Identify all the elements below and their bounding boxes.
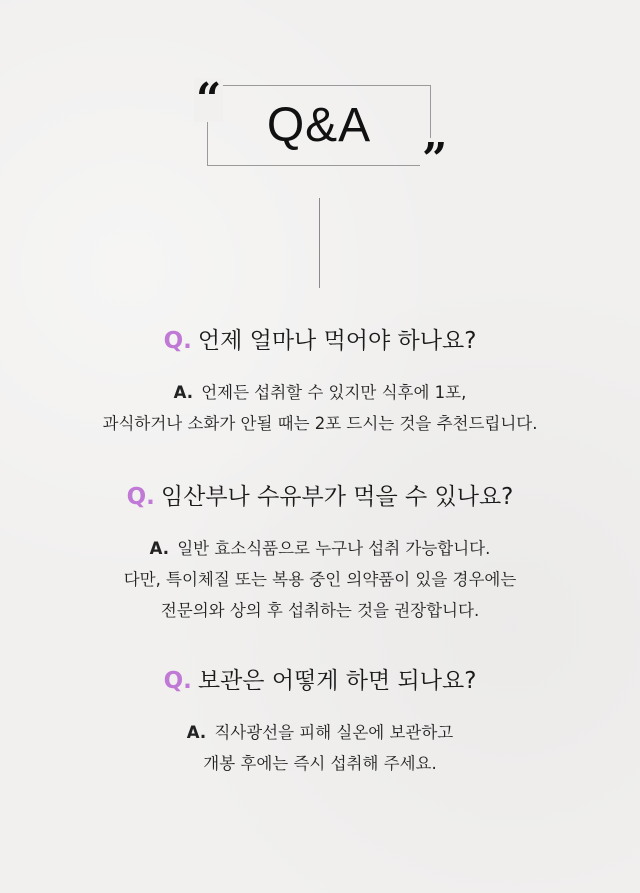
close-quote-mark: ”	[422, 134, 448, 185]
question	[0, 478, 640, 511]
answer-line	[0, 377, 640, 408]
question-marker: Q.	[163, 328, 192, 354]
answer	[0, 377, 640, 439]
qa-item	[0, 322, 640, 439]
question-text: 임산부나 수유부가 먹을 수 있나요?	[160, 484, 514, 510]
question-marker: Q.	[163, 668, 192, 694]
qa-item	[0, 662, 640, 779]
answer-text: 직사광선을 피해 실온에 보관하고	[214, 723, 454, 742]
question	[0, 322, 640, 355]
answer-line: 전문의와 상의 후 섭취하는 것을 권장합니다.	[160, 601, 480, 620]
answer-line: 다만, 특이체질 또는 복용 중인 의약품이 있을 경우에는	[123, 570, 517, 589]
page-title: Q&A	[266, 99, 372, 152]
question-text: 보관은 어떻게 하면 되나요?	[197, 668, 477, 694]
answer-line	[0, 717, 640, 748]
qa-item	[0, 478, 640, 626]
answer-line: 개봉 후에는 즉시 섭취해 주세요.	[203, 754, 437, 773]
answer-line	[0, 533, 640, 564]
answer-line: 과식하거나 소화가 안될 때는 2포 드시는 것을 추천드립니다.	[102, 414, 538, 433]
answer-marker: A.	[186, 723, 207, 742]
answer	[0, 717, 640, 779]
answer	[0, 533, 640, 626]
question-text: 언제 얼마나 먹어야 하나요?	[197, 328, 477, 354]
answer-text: 언제든 섭취할 수 있지만 식후에 1포,	[201, 383, 467, 402]
vertical-divider	[319, 198, 320, 288]
question-marker: Q.	[126, 484, 155, 510]
answer-text: 일반 효소식품으로 누구나 섭취 가능합니다.	[177, 539, 491, 558]
title-box	[207, 85, 431, 166]
answer-marker: A.	[173, 383, 193, 402]
open-quote-mark: “	[196, 74, 222, 125]
question	[0, 662, 640, 695]
answer-marker: A.	[149, 539, 169, 558]
